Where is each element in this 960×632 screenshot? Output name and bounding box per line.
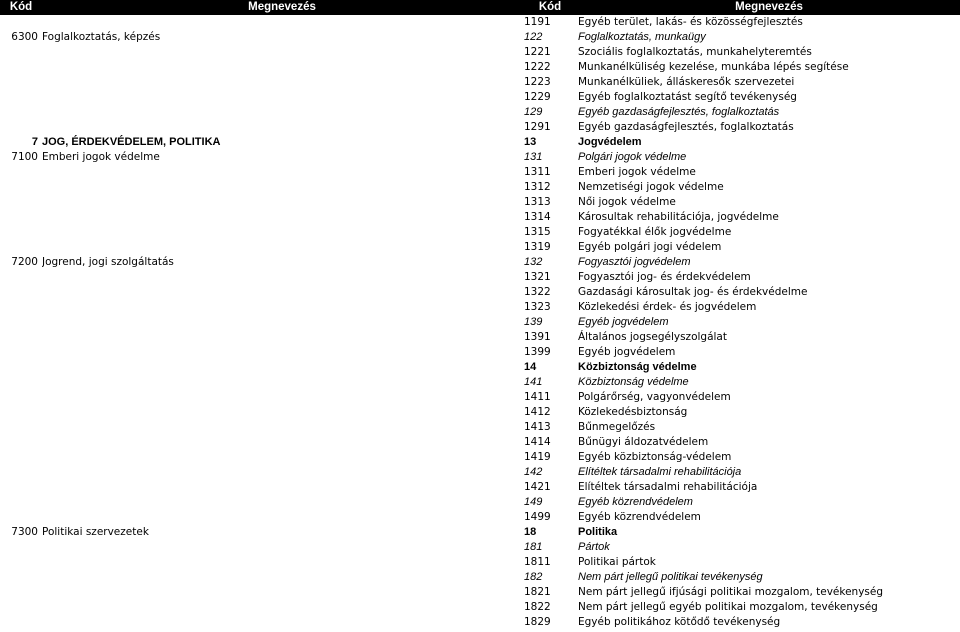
- left-name-cell: [42, 75, 522, 90]
- right-name-cell: Munkanélküliség kezelése, munkába lépés segítése: [578, 61, 849, 73]
- left-name-cell: [42, 585, 522, 600]
- right-name-cell: Közbiztonság védelme: [578, 361, 697, 373]
- left-code-cell: [0, 270, 42, 285]
- left-code-cell: [0, 75, 42, 90]
- right-code-cell: 1314: [524, 211, 551, 223]
- left-name-cell: [42, 60, 522, 75]
- table-row: [0, 270, 960, 285]
- left-name-cell: [42, 390, 522, 405]
- left-name-cell: [42, 540, 522, 555]
- right-name-cell: Szociális foglalkoztatás, munkahelyteremtés: [578, 46, 812, 58]
- left-name-cell: [42, 285, 522, 300]
- left-name-cell: [42, 600, 522, 615]
- right-name-cell: Egyéb közbiztonság-védelem: [578, 451, 732, 463]
- right-name-cell: Egyéb közrendvédelem: [578, 496, 693, 508]
- header-kod-right: Kód: [538, 1, 562, 13]
- table-row: [0, 540, 960, 555]
- right-code-cell: 141: [524, 376, 543, 388]
- left-name-cell: [42, 480, 522, 495]
- left-name-cell: [42, 210, 522, 225]
- left-code-cell: [0, 360, 42, 375]
- left-code-cell: 7200: [11, 256, 38, 268]
- left-name-cell: JOG, ÉRDEKVÉDELEM, POLITIKA: [42, 136, 221, 148]
- left-name-cell: [42, 615, 522, 630]
- table-row: [0, 315, 960, 330]
- right-code-cell: 132: [524, 256, 543, 268]
- right-name-cell: Közbiztonság védelme: [578, 376, 689, 388]
- left-code-cell: [0, 330, 42, 345]
- right-code-cell: 129: [524, 106, 543, 118]
- left-code-cell: [0, 285, 42, 300]
- left-code-cell: [0, 210, 42, 225]
- table-row: [0, 225, 960, 240]
- table-row: [0, 525, 960, 540]
- table-row: [0, 300, 960, 315]
- right-name-cell: Egyéb foglalkoztatást segítő tevékenység: [578, 91, 797, 103]
- right-name-cell: Nem párt jellegű politikai tevékenység: [578, 571, 763, 583]
- table-row: [0, 105, 960, 120]
- left-code-cell: [0, 60, 42, 75]
- left-name-cell: [42, 15, 522, 30]
- right-name-cell: Egyéb közrendvédelem: [578, 511, 701, 523]
- right-code-cell: 1313: [524, 196, 551, 208]
- right-code-cell: 1312: [524, 181, 551, 193]
- right-code-cell: 1412: [524, 406, 551, 418]
- header-kod-left: Kód: [9, 1, 33, 13]
- right-code-cell: 149: [524, 496, 543, 508]
- left-code-cell: 7300: [11, 526, 38, 538]
- right-name-cell: Bűnügyi áldozatvédelem: [578, 436, 709, 448]
- right-name-cell: Foglalkoztatás, munkaügy: [578, 31, 706, 43]
- table-row: [0, 165, 960, 180]
- right-code-cell: 142: [524, 466, 543, 478]
- right-name-cell: Általános jogsegélyszolgálat: [578, 331, 727, 343]
- left-name-cell: [42, 465, 522, 480]
- right-code-cell: 1411: [524, 391, 551, 403]
- right-name-cell: Polgári jogok védelme: [578, 151, 687, 163]
- right-code-cell: 1822: [524, 601, 551, 613]
- left-name-cell: [42, 360, 522, 375]
- left-code-cell: 7100: [11, 151, 38, 163]
- left-code-cell: [0, 615, 42, 630]
- left-code-cell: [0, 495, 42, 510]
- left-name-cell: [42, 165, 522, 180]
- left-code-cell: [0, 315, 42, 330]
- right-name-cell: Politika: [578, 526, 618, 538]
- left-name-cell: [42, 90, 522, 105]
- left-code-cell: [0, 570, 42, 585]
- right-code-cell: 1191: [524, 16, 551, 28]
- table-row: [0, 510, 960, 525]
- left-name-cell: [42, 345, 522, 360]
- right-name-cell: Nemzetiségi jogok védelme: [578, 181, 724, 193]
- right-code-cell: 1322: [524, 286, 551, 298]
- left-code-cell: [0, 105, 42, 120]
- right-name-cell: Pártok: [578, 541, 610, 553]
- table-row: [0, 360, 960, 375]
- left-name-cell: [42, 405, 522, 420]
- table-row: [0, 195, 960, 210]
- left-code-cell: [0, 465, 42, 480]
- table-row: [0, 120, 960, 135]
- left-name-cell: [42, 555, 522, 570]
- left-code-cell: [0, 195, 42, 210]
- table-row: [0, 90, 960, 105]
- right-name-cell: Elítéltek társadalmi rehabilitációja: [578, 481, 758, 493]
- right-code-cell: 1319: [524, 241, 551, 253]
- right-name-cell: Egyéb polgári jogi védelem: [578, 241, 722, 253]
- left-name-cell: Jogrend, jogi szolgáltatás: [42, 256, 174, 268]
- table-row: [0, 570, 960, 585]
- table-row: [0, 240, 960, 255]
- right-code-cell: 14: [524, 361, 537, 373]
- left-code-cell: [0, 375, 42, 390]
- left-code-cell: [0, 450, 42, 465]
- table-row: [0, 390, 960, 405]
- right-code-cell: 18: [524, 526, 537, 538]
- right-name-cell: Egyéb politikához kötődő tevékenység: [578, 616, 781, 628]
- left-code-cell: [0, 510, 42, 525]
- left-name-cell: [42, 270, 522, 285]
- left-name-cell: [42, 330, 522, 345]
- right-name-cell: Munkanélküliek, álláskeresők szervezetei: [578, 76, 795, 88]
- left-code-cell: [0, 180, 42, 195]
- table-row: [0, 345, 960, 360]
- right-code-cell: 1291: [524, 121, 551, 133]
- right-name-cell: Károsultak rehabilitációja, jogvédelme: [578, 211, 779, 223]
- right-name-cell: Polgárőrség, vagyonvédelem: [578, 391, 731, 403]
- table-row: [0, 180, 960, 195]
- table-row: [0, 210, 960, 225]
- left-name-cell: [42, 570, 522, 585]
- table-row: [0, 330, 960, 345]
- right-code-cell: 1311: [524, 166, 551, 178]
- table-row: [0, 285, 960, 300]
- left-code-cell: [0, 165, 42, 180]
- left-name-cell: [42, 510, 522, 525]
- right-code-cell: 1499: [524, 511, 551, 523]
- right-name-cell: Egyéb jogvédelem: [578, 316, 669, 328]
- left-name-cell: [42, 195, 522, 210]
- right-name-cell: Egyéb gazdaságfejlesztés, foglalkoztatás: [578, 121, 794, 133]
- left-name-cell: [42, 315, 522, 330]
- left-code-cell: [0, 120, 42, 135]
- left-code-cell: [0, 540, 42, 555]
- right-code-cell: 1221: [524, 46, 551, 58]
- right-name-cell: Gazdasági károsultak jog- és érdekvédelme: [578, 286, 808, 298]
- header-megnevezes-left: Megnevezés: [248, 1, 316, 13]
- right-code-cell: 1222: [524, 61, 551, 73]
- table-row: [0, 255, 960, 270]
- right-name-cell: Egyéb gazdaságfejlesztés, foglalkoztatás: [578, 106, 780, 118]
- table-row: [0, 495, 960, 510]
- left-name-cell: [42, 240, 522, 255]
- left-code-cell: [0, 435, 42, 450]
- right-name-cell: Fogyasztói jogvédelem: [578, 256, 691, 268]
- left-name-cell: [42, 300, 522, 315]
- table-row: [0, 375, 960, 390]
- table-row: [0, 75, 960, 90]
- table-row: [0, 135, 960, 150]
- right-name-cell: Elítéltek társadalmi rehabilitációja: [578, 466, 742, 478]
- left-code-cell: [0, 345, 42, 360]
- right-code-cell: 1414: [524, 436, 551, 448]
- right-code-cell: 1323: [524, 301, 551, 313]
- table-row: [0, 45, 960, 60]
- right-code-cell: 1829: [524, 616, 551, 628]
- left-name-cell: Politikai szervezetek: [42, 526, 149, 538]
- right-code-cell: 1821: [524, 586, 551, 598]
- right-name-cell: Közlekedési érdek- és jogvédelem: [578, 301, 757, 313]
- table-row: [0, 465, 960, 480]
- left-code-cell: [0, 480, 42, 495]
- left-code-cell: [0, 585, 42, 600]
- right-name-cell: Egyéb terület, lakás- és közösségfejlesztés: [578, 16, 803, 28]
- right-code-cell: 1811: [524, 556, 551, 568]
- right-code-cell: 139: [524, 316, 543, 328]
- table-row: [0, 405, 960, 420]
- right-code-cell: 1421: [524, 481, 551, 493]
- table-body: [0, 15, 960, 630]
- table-row: [0, 615, 960, 630]
- right-name-cell: Emberi jogok védelme: [578, 166, 696, 178]
- left-code-cell: [0, 600, 42, 615]
- left-code-cell: [0, 555, 42, 570]
- table-row: [0, 15, 960, 30]
- right-code-cell: 1391: [524, 331, 551, 343]
- right-code-cell: 1413: [524, 421, 551, 433]
- right-name-cell: Politikai pártok: [578, 556, 656, 568]
- right-code-cell: 1223: [524, 76, 551, 88]
- right-code-cell: 1229: [524, 91, 551, 103]
- left-code-cell: [0, 240, 42, 255]
- table-row: [0, 585, 960, 600]
- table-row: [0, 420, 960, 435]
- right-name-cell: Bűnmegelőzés: [578, 421, 656, 433]
- left-code-cell: 7: [31, 136, 38, 148]
- left-name-cell: [42, 45, 522, 60]
- right-name-cell: Nem párt jellegű egyéb politikai mozgalom, tevékenység: [578, 601, 878, 613]
- left-code-cell: [0, 390, 42, 405]
- table-row: [0, 555, 960, 570]
- table-row: [0, 150, 960, 165]
- right-name-cell: Egyéb jogvédelem: [578, 346, 676, 358]
- table-row: [0, 30, 960, 45]
- right-code-cell: 1321: [524, 271, 551, 283]
- left-code-cell: [0, 45, 42, 60]
- left-name-cell: [42, 375, 522, 390]
- right-name-cell: Közlekedésbiztonság: [578, 406, 688, 418]
- left-name-cell: [42, 105, 522, 120]
- left-code-cell: [0, 225, 42, 240]
- left-code-cell: [0, 300, 42, 315]
- right-code-cell: 131: [524, 151, 543, 163]
- table-row: [0, 60, 960, 75]
- left-code-cell: [0, 90, 42, 105]
- table-row: [0, 480, 960, 495]
- header-row: [0, 0, 960, 15]
- left-code-cell: [0, 15, 42, 30]
- right-name-cell: Női jogok védelme: [578, 196, 676, 208]
- table-row: [0, 450, 960, 465]
- right-name-cell: Nem párt jellegű ifjúsági politikai mozgalom, tevékenység: [578, 586, 884, 598]
- left-code-cell: [0, 420, 42, 435]
- table-row: [0, 435, 960, 450]
- right-code-cell: 1419: [524, 451, 551, 463]
- left-name-cell: [42, 495, 522, 510]
- right-name-cell: Fogyatékkal élők jogvédelme: [578, 226, 732, 238]
- left-code-cell: 6300: [11, 31, 38, 43]
- right-code-cell: 122: [524, 31, 543, 43]
- left-name-cell: [42, 180, 522, 195]
- left-name-cell: [42, 435, 522, 450]
- right-code-cell: 1399: [524, 346, 551, 358]
- right-name-cell: Fogyasztói jog- és érdekvédelem: [578, 271, 751, 283]
- left-name-cell: [42, 225, 522, 240]
- left-name-cell: [42, 450, 522, 465]
- right-name-cell: Jogvédelem: [578, 136, 642, 148]
- left-code-cell: [0, 405, 42, 420]
- left-name-cell: [42, 120, 522, 135]
- table-row: [0, 600, 960, 615]
- right-code-cell: 181: [524, 541, 543, 553]
- right-code-cell: 1315: [524, 226, 551, 238]
- header-megnevezes-right: Megnevezés: [735, 1, 803, 13]
- left-name-cell: [42, 420, 522, 435]
- right-code-cell: 182: [524, 571, 543, 583]
- right-code-cell: 13: [524, 136, 537, 148]
- left-name-cell: Emberi jogok védelme: [42, 151, 160, 163]
- left-name-cell: Foglalkoztatás, képzés: [42, 31, 161, 43]
